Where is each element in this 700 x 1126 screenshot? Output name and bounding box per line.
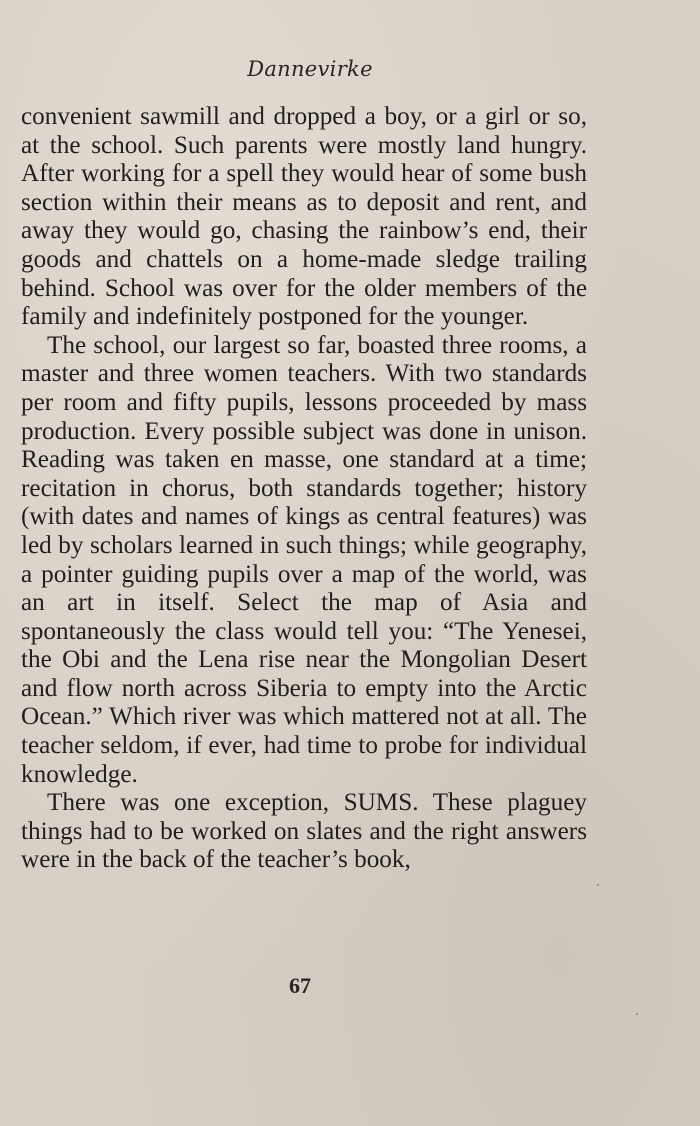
page-number: 67	[289, 973, 311, 998]
running-head: Dannevirke	[247, 57, 373, 81]
paragraph-3: There was one exception, SUMS. These plaguey things had to be worked on slates and the right answers were in the back of the teacher’s book,	[21, 789, 587, 874]
body-text	[21, 103, 587, 875]
paper-speck	[636, 1013, 638, 1015]
paper-speck	[597, 884, 599, 886]
paragraph-2: The school, our largest so far, boasted three rooms, a master and three women teachers. With two standards per room and fifty pupils, lessons proceeded by mass production. Every possible subject was done in unison. Reading was taken en masse, one standard at a time; recitation in chorus, both standards together; history (with dates and names of kings as central features) was led by scholars learned in such things; while geography, a pointer guiding pupils over a map of the world, was an art in itself. Select the map of Asia and spontaneously the class would tell you: “The Yenesei, the Obi and the Lena rise near the Mongolian Desert and flow north across Siberia to empty into the Arctic Ocean.” Which river was which mattered not at all. The teacher seldom, if ever, had time to probe for individual knowledge.	[21, 331, 587, 788]
paragraph-1: convenient sawmill and dropped a boy, or a girl or so, at the school. Such parents were mostly land hungry. After working for a spell they would hear of some bush section within their means as to deposit and rent, and away they would go, chasing the rainbow’s end, their goods and chattels on a home-made sledge trailing behind. School was over for the older members of the family and indefinitely postponed for the younger.	[21, 103, 587, 331]
